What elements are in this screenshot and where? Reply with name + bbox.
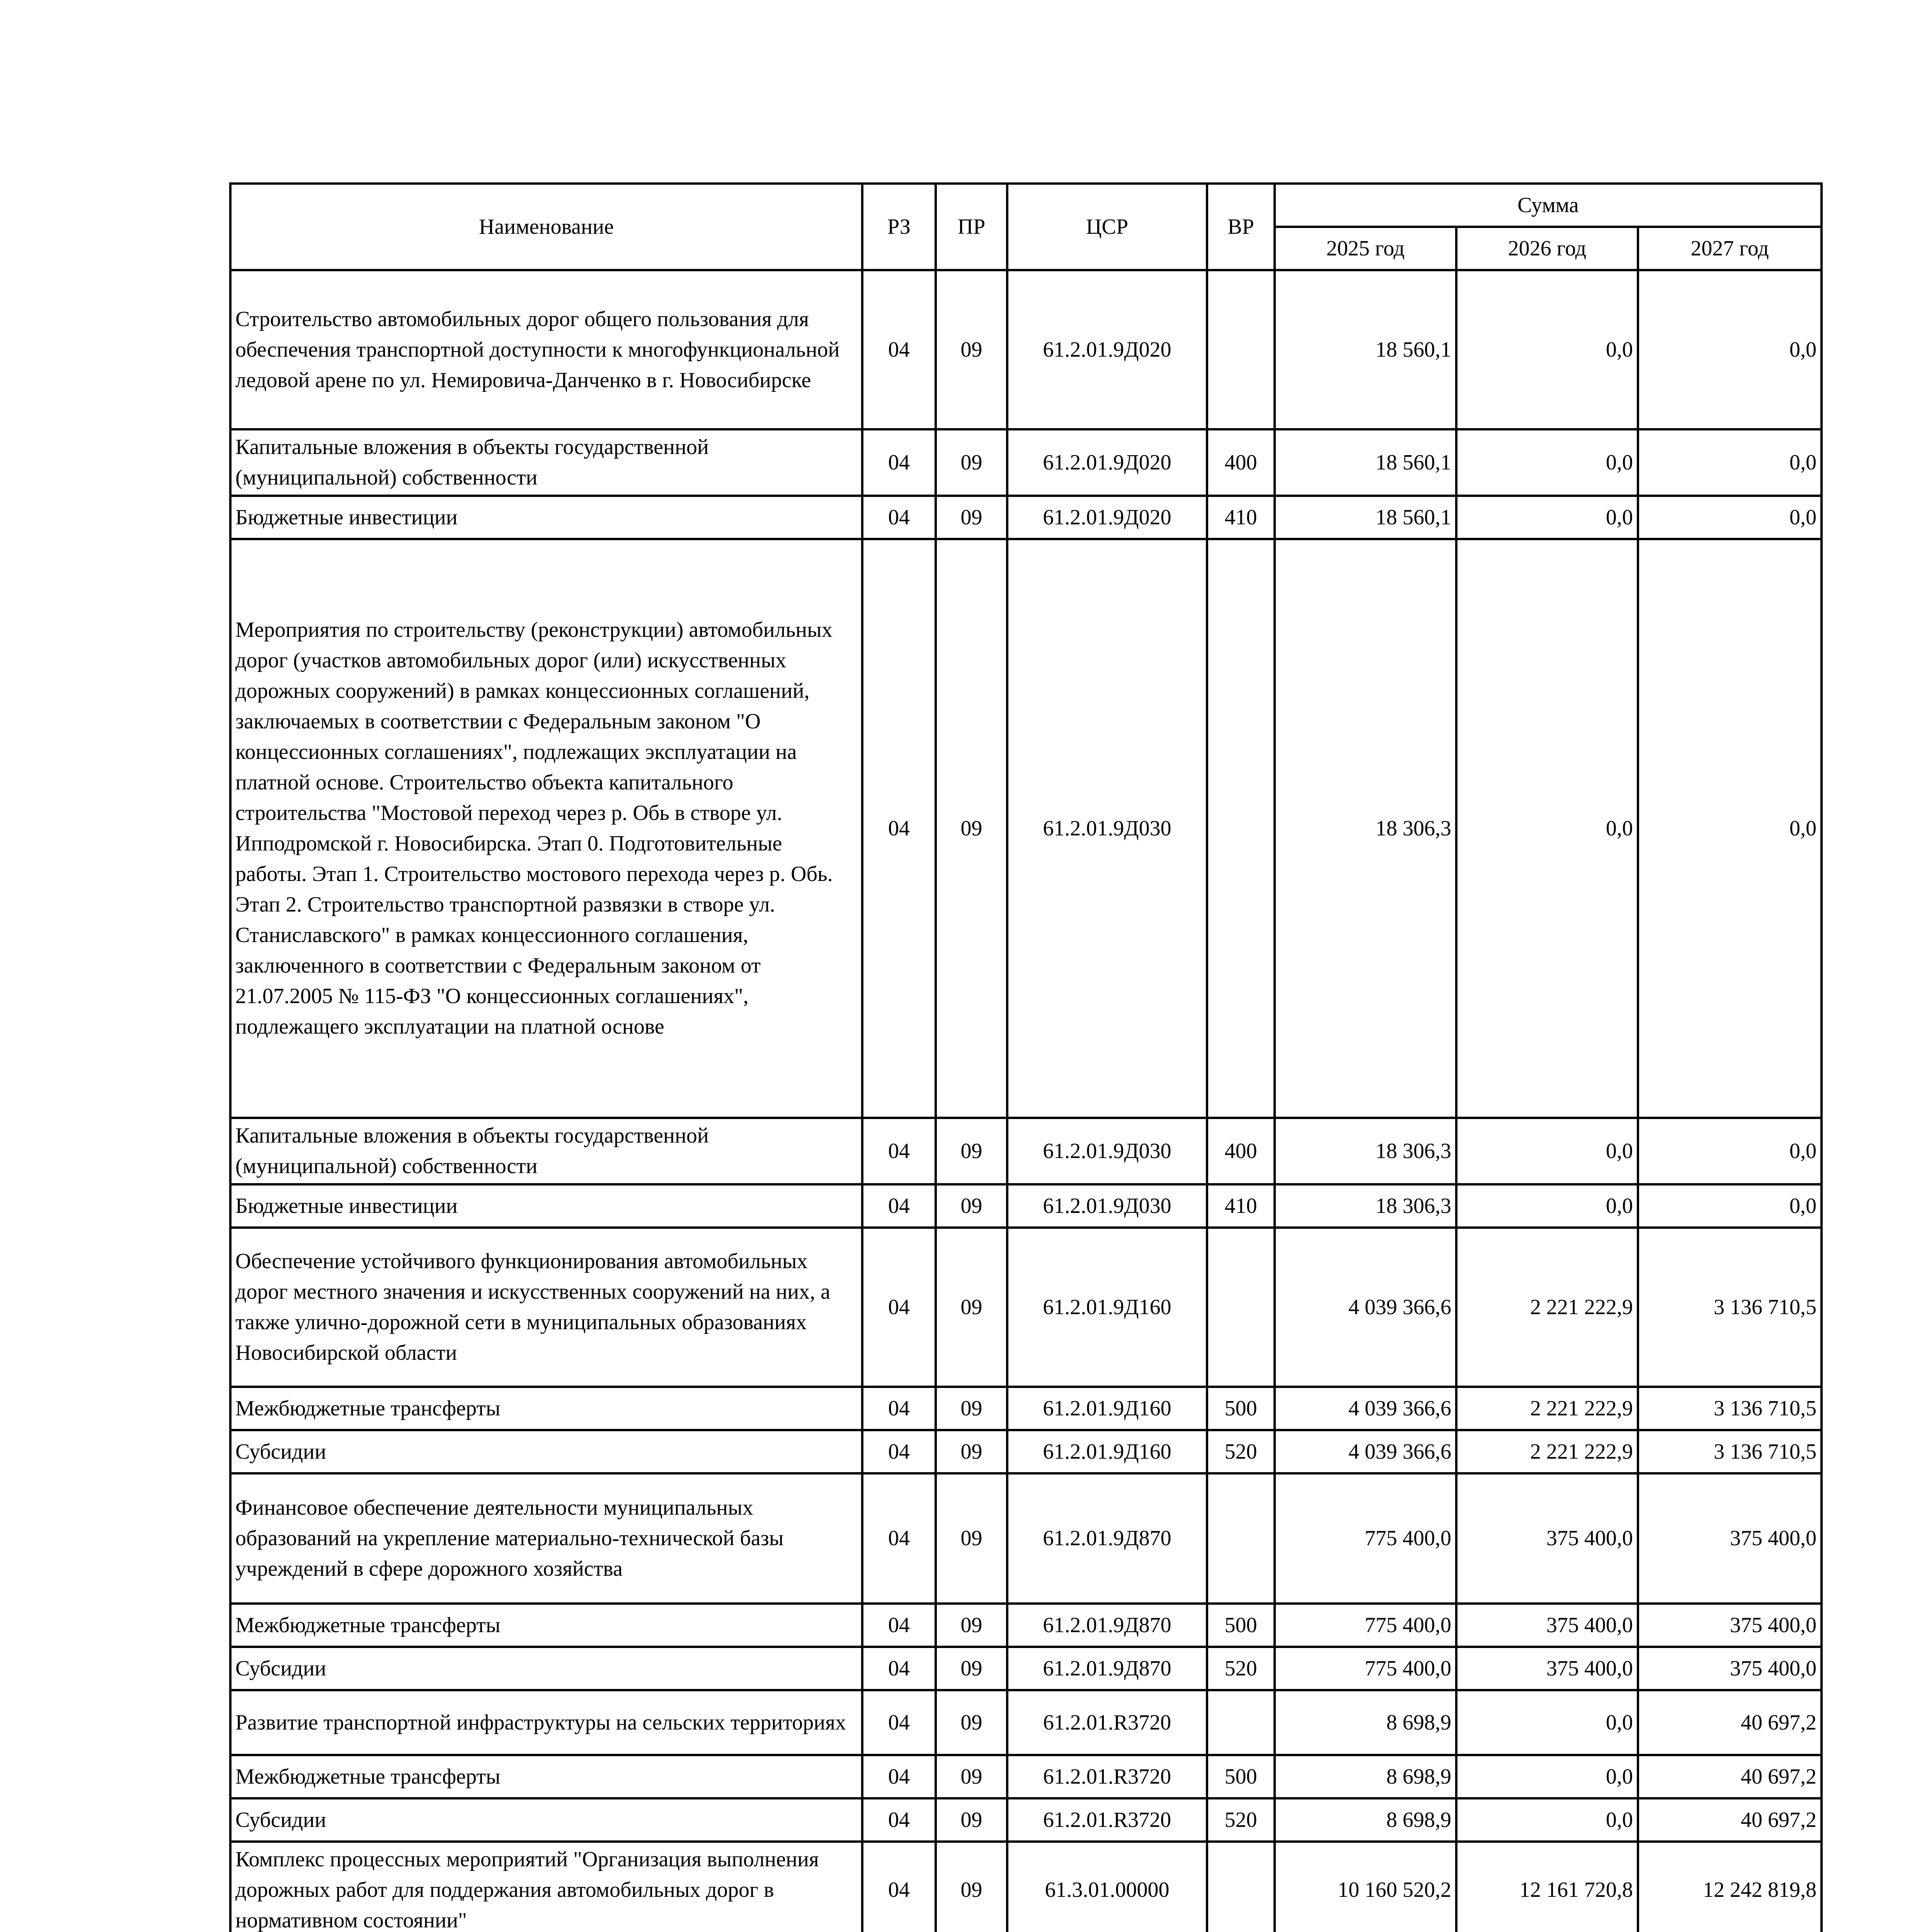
row-name: Бюджетные инвестиции [230,496,862,539]
row-name: Капитальные вложения в объекты государственной (муниципальной) собственности [230,429,862,496]
row-rz: 04 [862,496,936,539]
row-2027-amount: 375 400,0 [1638,1647,1822,1690]
row-rz: 04 [862,270,936,429]
row-rz: 04 [862,1604,936,1647]
row-vr [1207,539,1275,1118]
row-2027-amount: 0,0 [1638,496,1822,539]
row-name: Комплекс процессных мероприятий "Организация выполнения дорожных работ для поддержания автомобильных дорог в нормативном состоянии" [230,1842,862,1932]
row-2027-amount: 40 697,2 [1638,1755,1822,1798]
table-row [230,1755,1822,1798]
row-name: Межбюджетные трансферты [230,1604,862,1647]
row-pr: 09 [936,1387,1007,1430]
row-2026-amount: 375 400,0 [1456,1647,1638,1690]
row-rz: 04 [862,1430,936,1473]
row-csr: 61.2.01.9Д030 [1007,1184,1207,1228]
table-row [230,1647,1822,1690]
table-header [230,184,1822,270]
row-2026-amount: 2 221 222,9 [1456,1430,1638,1473]
row-rz: 04 [862,1184,936,1228]
table-row [230,1690,1822,1755]
row-name: Финансовое обеспечение деятельности муниципальных образований на укрепление материально-технической базы учреждений в сфере дорожного хозяйства [230,1473,862,1604]
row-pr: 09 [936,1798,1007,1842]
row-vr [1207,270,1275,429]
row-csr: 61.2.01.9Д020 [1007,496,1207,539]
row-2026-amount: 2 221 222,9 [1456,1387,1638,1430]
row-2025-amount: 775 400,0 [1275,1604,1456,1647]
row-vr: 410 [1207,1184,1275,1228]
row-2026-amount: 375 400,0 [1456,1473,1638,1604]
row-rz: 04 [862,1118,936,1184]
header-name: Наименование [230,184,862,270]
row-rz: 04 [862,1755,936,1798]
row-csr: 61.2.01.9Д160 [1007,1228,1207,1387]
row-rz: 04 [862,1387,936,1430]
header-sum: Сумма [1275,184,1822,227]
row-2027-amount: 0,0 [1638,270,1822,429]
table-row [230,270,1822,429]
row-2025-amount: 775 400,0 [1275,1473,1456,1604]
row-csr: 61.2.01.9Д020 [1007,270,1207,429]
table-body [230,270,1822,1932]
row-2025-amount: 775 400,0 [1275,1647,1456,1690]
table-row [230,1842,1822,1932]
row-2026-amount: 0,0 [1456,496,1638,539]
row-2025-amount: 8 698,9 [1275,1690,1456,1755]
row-rz: 04 [862,1228,936,1387]
row-pr: 09 [936,1604,1007,1647]
row-vr [1207,1473,1275,1604]
row-vr [1207,1690,1275,1755]
row-vr [1207,1228,1275,1387]
row-pr: 09 [936,1118,1007,1184]
header-row-top [230,184,1822,227]
row-csr: 61.2.01.9Д030 [1007,1118,1207,1184]
row-2025-amount: 18 560,1 [1275,429,1456,496]
row-pr: 09 [936,496,1007,539]
row-2025-amount: 4 039 366,6 [1275,1228,1456,1387]
row-csr: 61.2.01.9Д160 [1007,1430,1207,1473]
row-2027-amount: 40 697,2 [1638,1798,1822,1842]
row-pr: 09 [936,539,1007,1118]
table-row [230,539,1822,1118]
row-2026-amount: 12 161 720,8 [1456,1842,1638,1932]
table-row [230,1184,1822,1228]
row-pr: 09 [936,429,1007,496]
row-name: Бюджетные инвестиции [230,1184,862,1228]
row-2027-amount: 0,0 [1638,1184,1822,1228]
row-csr: 61.2.01.R3720 [1007,1755,1207,1798]
row-rz: 04 [862,1798,936,1842]
row-pr: 09 [936,1228,1007,1387]
row-rz: 04 [862,539,936,1118]
row-2025-amount: 8 698,9 [1275,1798,1456,1842]
row-rz: 04 [862,1690,936,1755]
row-vr: 410 [1207,496,1275,539]
row-csr: 61.2.01.9Д870 [1007,1647,1207,1690]
row-2027-amount: 40 697,2 [1638,1690,1822,1755]
header-vr: ВР [1207,184,1275,270]
row-2027-amount: 0,0 [1638,539,1822,1118]
header-2027: 2027 год [1638,227,1822,270]
row-pr: 09 [936,1430,1007,1473]
row-2026-amount: 0,0 [1456,1118,1638,1184]
row-pr: 09 [936,270,1007,429]
row-name: Межбюджетные трансферты [230,1387,862,1430]
header-2025: 2025 год [1275,227,1456,270]
table-row [230,1604,1822,1647]
row-rz: 04 [862,1473,936,1604]
row-2027-amount: 375 400,0 [1638,1473,1822,1604]
row-pr: 09 [936,1690,1007,1755]
row-2026-amount: 2 221 222,9 [1456,1228,1638,1387]
row-2025-amount: 4 039 366,6 [1275,1430,1456,1473]
header-rz: РЗ [862,184,936,270]
row-2025-amount: 18 306,3 [1275,539,1456,1118]
row-name: Субсидии [230,1430,862,1473]
row-2026-amount: 0,0 [1456,270,1638,429]
row-vr: 520 [1207,1647,1275,1690]
row-name: Капитальные вложения в объекты государственной (муниципальной) собственности [230,1118,862,1184]
row-pr: 09 [936,1184,1007,1228]
row-2025-amount: 18 560,1 [1275,270,1456,429]
table-row [230,1430,1822,1473]
row-name: Развитие транспортной инфраструктуры на сельских территориях [230,1690,862,1755]
table-row [230,429,1822,496]
header-2026: 2026 год [1456,227,1638,270]
row-rz: 04 [862,429,936,496]
row-name: Межбюджетные трансферты [230,1755,862,1798]
row-vr: 520 [1207,1430,1275,1473]
row-name: Субсидии [230,1647,862,1690]
row-pr: 09 [936,1647,1007,1690]
row-rz: 04 [862,1842,936,1932]
row-name: Субсидии [230,1798,862,1842]
row-2027-amount: 0,0 [1638,429,1822,496]
row-2026-amount: 0,0 [1456,1690,1638,1755]
row-vr: 400 [1207,429,1275,496]
table-row [230,1118,1822,1184]
row-csr: 61.2.01.R3720 [1007,1690,1207,1755]
row-csr: 61.2.01.9Д870 [1007,1473,1207,1604]
row-2026-amount: 0,0 [1456,429,1638,496]
table-row [230,1798,1822,1842]
row-name: Обеспечение устойчивого функционирования автомобильных дорог местного значения и искусственных сооружений на них, а также улично-дорожной сети в муниципальных образованиях Новосибирской области [230,1228,862,1387]
row-vr: 520 [1207,1798,1275,1842]
row-2025-amount: 18 560,1 [1275,496,1456,539]
row-2025-amount: 4 039 366,6 [1275,1387,1456,1430]
row-2025-amount: 10 160 520,2 [1275,1842,1456,1932]
row-pr: 09 [936,1842,1007,1932]
row-csr: 61.2.01.9Д160 [1007,1387,1207,1430]
header-pr: ПР [936,184,1007,270]
row-2027-amount: 3 136 710,5 [1638,1430,1822,1473]
table-row [230,496,1822,539]
row-2026-amount: 0,0 [1456,539,1638,1118]
row-vr: 500 [1207,1604,1275,1647]
row-pr: 09 [936,1755,1007,1798]
row-csr: 61.2.01.9Д030 [1007,539,1207,1118]
row-2026-amount: 0,0 [1456,1755,1638,1798]
table-row [230,1387,1822,1430]
row-csr: 61.2.01.9Д870 [1007,1604,1207,1647]
row-vr: 500 [1207,1387,1275,1430]
row-vr: 400 [1207,1118,1275,1184]
row-2025-amount: 18 306,3 [1275,1118,1456,1184]
row-2026-amount: 375 400,0 [1456,1604,1638,1647]
header-csr: ЦСР [1007,184,1207,270]
row-name: Строительство автомобильных дорог общего пользования для обеспечения транспортной доступности к многофункциональной ледовой арене по ул. Немировича-Данченко в г. Новосибирске [230,270,862,429]
row-vr [1207,1842,1275,1932]
row-rz: 04 [862,1647,936,1690]
row-2027-amount: 3 136 710,5 [1638,1387,1822,1430]
row-2025-amount: 18 306,3 [1275,1184,1456,1228]
table-row [230,1228,1822,1387]
row-2027-amount: 375 400,0 [1638,1604,1822,1647]
row-2025-amount: 8 698,9 [1275,1755,1456,1798]
budget-table [229,182,1823,1932]
row-vr: 500 [1207,1755,1275,1798]
row-2026-amount: 0,0 [1456,1798,1638,1842]
row-2027-amount: 3 136 710,5 [1638,1228,1822,1387]
row-csr: 61.3.01.00000 [1007,1842,1207,1932]
table-row [230,1473,1822,1604]
row-csr: 61.2.01.9Д020 [1007,429,1207,496]
row-name: Мероприятия по строительству (реконструкции) автомобильных дорог (участков автомобильных дорог (или) искусственных дорожных сооружений) в рамках концессионных соглашений, заключаемых в соответствии с Федеральным законом "О концессионных соглашениях", подлежащих эксплуатации на платной основе. Строительство объекта капитального строительства "Мостовой переход через р. Обь в створе ул. Ипподромской г. Новосибирска. Этап 0. Подготовительные работы. Этап 1. Строительство мостового перехода через р. Обь. Этап 2. Строительство транспортной развязки в створе ул. Станиславского" в рамках концессионного соглашения, заключенного в соответствии с Федеральным законом от 21.07.2005 № 115-ФЗ "О концессионных соглашениях", подлежащего эксплуатации на платной основе [230,539,862,1118]
row-2027-amount: 12 242 819,8 [1638,1842,1822,1932]
row-csr: 61.2.01.R3720 [1007,1798,1207,1842]
row-2026-amount: 0,0 [1456,1184,1638,1228]
row-2027-amount: 0,0 [1638,1118,1822,1184]
row-pr: 09 [936,1473,1007,1604]
